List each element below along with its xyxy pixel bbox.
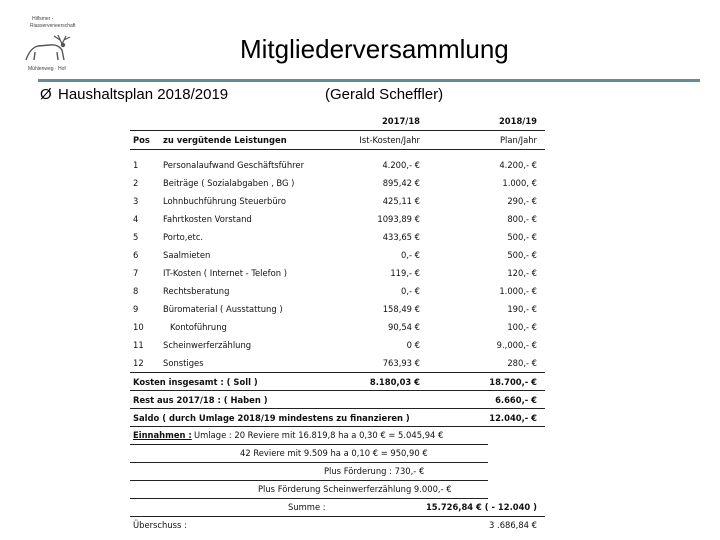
row-pos: 5	[133, 232, 139, 242]
row-ist: 425,11 €	[382, 196, 420, 206]
year-plan: 2018/19	[498, 116, 537, 126]
kosten-row	[130, 373, 545, 391]
row-desc: Büromaterial ( Ausstattung )	[163, 304, 283, 314]
row-ist: 119,- €	[390, 268, 420, 278]
einnahmen-row	[130, 427, 488, 445]
row-desc: Sonstiges	[163, 358, 204, 368]
row-plan: 500,- €	[507, 250, 537, 260]
row-pos: 9	[133, 304, 139, 314]
row-pos: 2	[133, 178, 139, 188]
row-pos: 11	[133, 340, 144, 350]
row-plan: 800,- €	[507, 214, 537, 224]
summe-value: 15.726,84 € ( - 12.040 )	[425, 502, 537, 512]
speaker-name: (Gerald Scheffler)	[325, 86, 444, 103]
bullet-text: Haushaltsplan 2018/2019	[58, 86, 229, 103]
row-ist: 0 €	[406, 340, 420, 350]
row-ist: 0,- €	[400, 286, 420, 296]
slide-title: Mitgliederversammlung	[240, 34, 509, 64]
summe-label: Summe :	[288, 502, 326, 512]
row-desc: Scheinwerferzählung	[163, 340, 252, 350]
table-row	[130, 192, 545, 210]
club-logo	[14, 10, 80, 72]
row-pos: 1	[133, 160, 139, 170]
column-header-row	[130, 130, 545, 150]
foerderung-scheinwerfer: Plus Förderung Scheinwerferzählung 9.000,- €	[258, 484, 452, 494]
year-header-row	[130, 114, 545, 130]
row-desc: Fahrtkosten Vorstand	[163, 214, 252, 224]
foerderung: Plus Förderung : 730,- €	[324, 466, 425, 476]
einnahmen-umlage-42: 42 Reviere mit 9.509 ha a 0,10 € = 950,90 €	[240, 448, 428, 458]
table-row	[130, 318, 545, 336]
table-row	[130, 174, 545, 192]
table-row	[130, 210, 545, 228]
row-ist: 0,- €	[400, 250, 420, 260]
einnahmen-umlage-20: Umlage : 20 Reviere mit 16.819,8 ha a 0,30 € = 5.045,94 €	[194, 430, 444, 440]
header-ist: Ist-Kosten/Jahr	[359, 135, 420, 145]
logo-text-line1: Hilfsmer -	[32, 16, 54, 22]
rest-label: Rest aus 2017/18 : ( Haben )	[133, 395, 268, 405]
row-pos: 10	[133, 322, 144, 332]
row-plan: 120,- €	[507, 268, 537, 278]
foerderung-row	[130, 463, 488, 481]
row-desc: Personalaufwand Geschäftsführer	[163, 160, 305, 170]
row-desc: Beiträge ( Sozialabgaben , BG )	[163, 178, 295, 188]
row-pos: 3	[133, 196, 139, 206]
year-ist: 2017/18	[381, 116, 420, 126]
row-pos: 6	[133, 250, 139, 260]
rest-row	[130, 391, 545, 409]
row-plan: 500,- €	[507, 232, 537, 242]
row-pos: 12	[133, 358, 144, 368]
row-ist: 763,93 €	[382, 358, 420, 368]
table-row	[130, 282, 545, 300]
saldo-label: Saldo ( durch Umlage 2018/19 mindestens zu finanzieren )	[133, 413, 410, 423]
logo-text-line3: Mühlenweg · Hof	[28, 66, 66, 72]
table-row	[130, 156, 545, 174]
row-ist: 90,54 €	[388, 322, 420, 332]
row-pos: 4	[133, 214, 139, 224]
logo-text-line2: Riasserveneerschaft	[30, 23, 76, 29]
row-ist: 158,49 €	[382, 304, 420, 314]
budget-table	[130, 114, 545, 534]
table-row	[130, 300, 545, 318]
row-desc: Saalmieten	[163, 250, 211, 260]
row-plan: 1.000,- €	[499, 286, 537, 296]
kosten-label: Kosten insgesamt : ( Soll )	[133, 377, 258, 387]
row-pos: 7	[133, 268, 139, 278]
table-row	[130, 264, 545, 282]
row-plan: 1.000, €	[502, 178, 537, 188]
row-ist: 433,65 €	[382, 232, 420, 242]
row-ist: 1093,89 €	[377, 214, 420, 224]
row-ist: 895,42 €	[382, 178, 420, 188]
row-desc: Kontoführung	[170, 322, 227, 332]
row-plan: 100,- €	[507, 322, 537, 332]
ueberschuss-value: 3 .686,84 €	[489, 520, 537, 530]
row-desc: Porto,etc.	[163, 232, 204, 242]
row-ist: 4.200,- €	[382, 160, 420, 170]
table-row	[130, 336, 545, 354]
table-row	[130, 246, 545, 264]
kosten-plan: 18.700,- €	[489, 377, 537, 387]
table-row	[130, 228, 545, 246]
row-plan: 4.200,- €	[499, 160, 537, 170]
title-divider	[38, 79, 700, 82]
row-plan: 190,- €	[507, 304, 537, 314]
einnahmen-label: Einnahmen :	[133, 430, 192, 440]
header-plan: Plan/Jahr	[500, 135, 537, 145]
row-pos: 8	[133, 286, 139, 296]
deer-logo-icon	[20, 30, 74, 66]
saldo-row	[130, 409, 545, 427]
row-desc: IT-Kosten ( Internet - Telefon )	[163, 268, 287, 278]
kosten-ist: 8.180,03 €	[369, 377, 420, 387]
row-desc: Rechtsberatung	[163, 286, 230, 296]
table-row	[130, 354, 545, 373]
arrow-bullet-icon: Ø	[40, 86, 52, 103]
rest-value: 6.660,- €	[495, 395, 537, 405]
bullet-item	[40, 86, 228, 103]
saldo-value: 12.040,- €	[489, 413, 537, 423]
row-desc: Lohnbuchführung Steuerbüro	[163, 196, 287, 206]
header-pos: Pos	[133, 135, 150, 145]
header-desc: zu vergütende Leistungen	[163, 135, 287, 145]
row-plan: 290,- €	[507, 196, 537, 206]
row-plan: 280,- €	[507, 358, 537, 368]
ueberschuss-row	[130, 517, 545, 534]
summe-row	[130, 499, 545, 517]
einnahmen-row-2	[130, 445, 488, 463]
ueberschuss-label: Überschuss :	[133, 520, 187, 530]
foerderung-sw-row	[130, 481, 488, 499]
row-plan: 9.,000,- €	[496, 340, 537, 350]
